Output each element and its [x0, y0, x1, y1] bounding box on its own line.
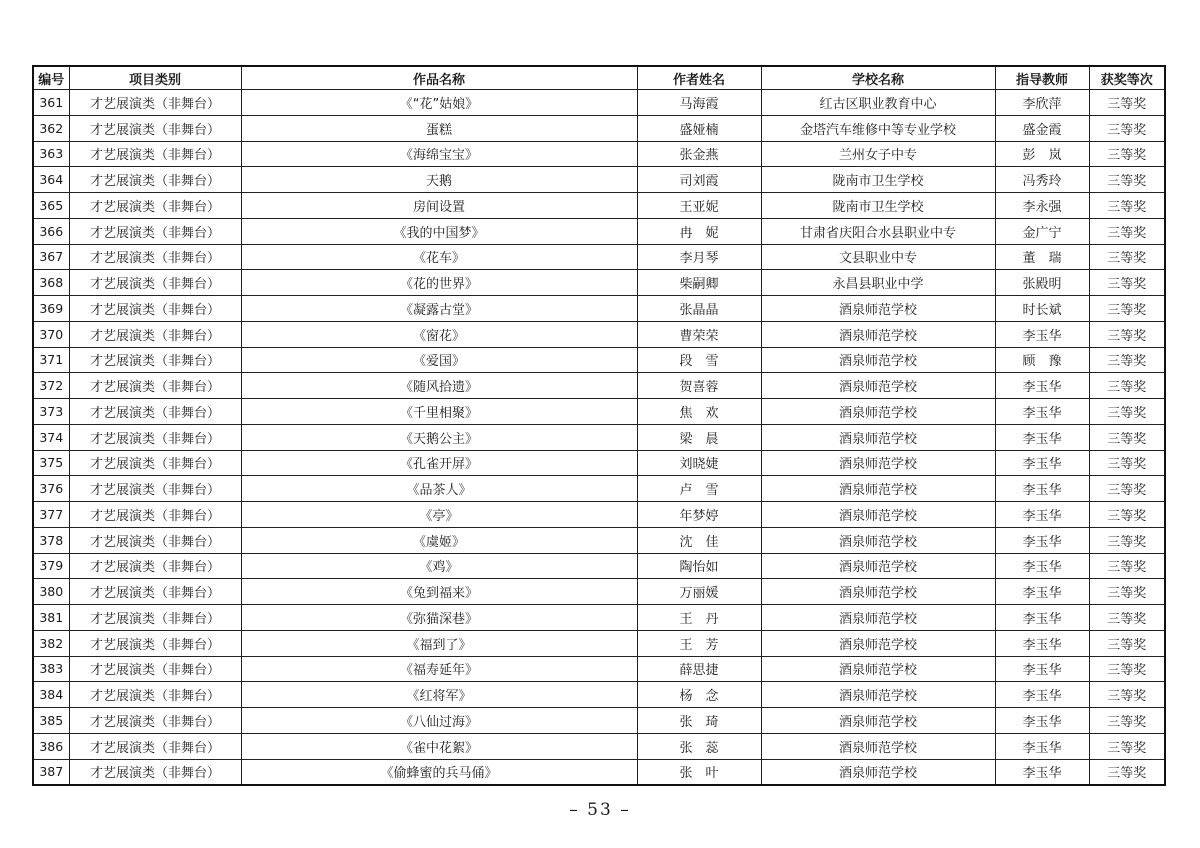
- cell-award: 三等奖: [1089, 527, 1165, 553]
- cell-author: 贺喜蓉: [637, 373, 761, 399]
- cell-author: 张 蕊: [637, 733, 761, 759]
- cell-author: 张金燕: [637, 141, 761, 167]
- cell-work-title: 《红将军》: [241, 682, 637, 708]
- cell-advisor: 盛金霞: [995, 115, 1089, 141]
- cell-category: 才艺展演类（非舞台）: [69, 502, 241, 528]
- cell-advisor: 李玉华: [995, 399, 1089, 425]
- cell-author: 薛思捷: [637, 656, 761, 682]
- table-row: [33, 656, 1165, 682]
- cell-school: 酒泉师范学校: [761, 527, 995, 553]
- table-row: [33, 373, 1165, 399]
- cell-advisor: 彭 岚: [995, 141, 1089, 167]
- header-row: [33, 66, 1165, 90]
- table-row: [33, 527, 1165, 553]
- cell-work-title: 房间设置: [241, 193, 637, 219]
- cell-author: 焦 欢: [637, 399, 761, 425]
- cell-id: 367: [33, 244, 69, 270]
- cell-author: 梁 晨: [637, 424, 761, 450]
- cell-school: 酒泉师范学校: [761, 424, 995, 450]
- cell-school: 酒泉师范学校: [761, 605, 995, 631]
- cell-school: 金塔汽车维修中等专业学校: [761, 115, 995, 141]
- table-row: [33, 605, 1165, 631]
- cell-school: 酒泉师范学校: [761, 630, 995, 656]
- cell-advisor: 张殿明: [995, 270, 1089, 296]
- cell-work-title: 《爱国》: [241, 347, 637, 373]
- cell-school: 文县职业中专: [761, 244, 995, 270]
- table-row: [33, 244, 1165, 270]
- cell-advisor: 李玉华: [995, 579, 1089, 605]
- cell-author: 沈 佳: [637, 527, 761, 553]
- header-advisor: 指导教师: [995, 66, 1089, 90]
- cell-work-title: 《“花”姑娘》: [241, 90, 637, 116]
- cell-id: 372: [33, 373, 69, 399]
- cell-advisor: 李玉华: [995, 759, 1089, 785]
- cell-category: 才艺展演类（非舞台）: [69, 90, 241, 116]
- cell-work-title: 《随风拾遗》: [241, 373, 637, 399]
- cell-award: 三等奖: [1089, 167, 1165, 193]
- cell-award: 三等奖: [1089, 296, 1165, 322]
- table-row: [33, 476, 1165, 502]
- cell-award: 三等奖: [1089, 399, 1165, 425]
- table-row: [33, 450, 1165, 476]
- cell-author: 张 琦: [637, 708, 761, 734]
- cell-advisor: 李玉华: [995, 553, 1089, 579]
- cell-award: 三等奖: [1089, 193, 1165, 219]
- cell-work-title: 《花车》: [241, 244, 637, 270]
- cell-category: 才艺展演类（非舞台）: [69, 296, 241, 322]
- header-category: 项目类别: [69, 66, 241, 90]
- cell-school: 酒泉师范学校: [761, 708, 995, 734]
- cell-school: 酒泉师范学校: [761, 296, 995, 322]
- table-body: [33, 90, 1165, 786]
- table-row: [33, 399, 1165, 425]
- header-work-title: 作品名称: [241, 66, 637, 90]
- cell-work-title: 《偷蜂蜜的兵马俑》: [241, 759, 637, 785]
- header-award: 获奖等次: [1089, 66, 1165, 90]
- table-row: [33, 553, 1165, 579]
- cell-id: 364: [33, 167, 69, 193]
- cell-school: 酒泉师范学校: [761, 399, 995, 425]
- cell-id: 369: [33, 296, 69, 322]
- cell-award: 三等奖: [1089, 630, 1165, 656]
- cell-award: 三等奖: [1089, 553, 1165, 579]
- cell-advisor: 李玉华: [995, 733, 1089, 759]
- table-row: [33, 115, 1165, 141]
- cell-id: 383: [33, 656, 69, 682]
- table-row: [33, 347, 1165, 373]
- cell-category: 才艺展演类（非舞台）: [69, 708, 241, 734]
- cell-id: 362: [33, 115, 69, 141]
- cell-work-title: 天鹅: [241, 167, 637, 193]
- cell-author: 张 叶: [637, 759, 761, 785]
- cell-work-title: 《亭》: [241, 502, 637, 528]
- cell-author: 王 丹: [637, 605, 761, 631]
- cell-advisor: 董 瑞: [995, 244, 1089, 270]
- cell-school: 酒泉师范学校: [761, 476, 995, 502]
- cell-work-title: 《天鹅公主》: [241, 424, 637, 450]
- cell-advisor: 李玉华: [995, 424, 1089, 450]
- cell-award: 三等奖: [1089, 321, 1165, 347]
- table-row: [33, 759, 1165, 785]
- cell-category: 才艺展演类（非舞台）: [69, 193, 241, 219]
- cell-id: 361: [33, 90, 69, 116]
- cell-id: 381: [33, 605, 69, 631]
- table-row: [33, 424, 1165, 450]
- cell-category: 才艺展演类（非舞台）: [69, 347, 241, 373]
- cell-category: 才艺展演类（非舞台）: [69, 733, 241, 759]
- cell-advisor: 李玉华: [995, 321, 1089, 347]
- cell-advisor: 李玉华: [995, 605, 1089, 631]
- cell-work-title: 《雀中花絮》: [241, 733, 637, 759]
- cell-category: 才艺展演类（非舞台）: [69, 579, 241, 605]
- cell-category: 才艺展演类（非舞台）: [69, 553, 241, 579]
- cell-category: 才艺展演类（非舞台）: [69, 321, 241, 347]
- cell-award: 三等奖: [1089, 115, 1165, 141]
- cell-author: 曹荣荣: [637, 321, 761, 347]
- cell-id: 379: [33, 553, 69, 579]
- cell-author: 卢 雪: [637, 476, 761, 502]
- cell-category: 才艺展演类（非舞台）: [69, 605, 241, 631]
- cell-author: 柴嗣卿: [637, 270, 761, 296]
- cell-school: 红古区职业教育中心: [761, 90, 995, 116]
- header-id: 编号: [33, 66, 69, 90]
- cell-award: 三等奖: [1089, 656, 1165, 682]
- cell-advisor: 李玉华: [995, 630, 1089, 656]
- cell-id: 363: [33, 141, 69, 167]
- cell-school: 酒泉师范学校: [761, 553, 995, 579]
- cell-id: 370: [33, 321, 69, 347]
- table-row: [33, 270, 1165, 296]
- cell-category: 才艺展演类（非舞台）: [69, 218, 241, 244]
- cell-award: 三等奖: [1089, 373, 1165, 399]
- cell-author: 刘晓婕: [637, 450, 761, 476]
- cell-author: 陶怡如: [637, 553, 761, 579]
- cell-award: 三等奖: [1089, 708, 1165, 734]
- table-row: [33, 90, 1165, 116]
- cell-advisor: 李玉华: [995, 527, 1089, 553]
- table-row: [33, 218, 1165, 244]
- cell-category: 才艺展演类（非舞台）: [69, 759, 241, 785]
- cell-school: 陇南市卫生学校: [761, 167, 995, 193]
- cell-school: 酒泉师范学校: [761, 321, 995, 347]
- cell-id: 366: [33, 218, 69, 244]
- cell-work-title: 《品茶人》: [241, 476, 637, 502]
- cell-award: 三等奖: [1089, 682, 1165, 708]
- cell-award: 三等奖: [1089, 450, 1165, 476]
- cell-author: 冉 妮: [637, 218, 761, 244]
- cell-id: 365: [33, 193, 69, 219]
- cell-school: 酒泉师范学校: [761, 682, 995, 708]
- cell-category: 才艺展演类（非舞台）: [69, 450, 241, 476]
- cell-author: 段 雪: [637, 347, 761, 373]
- cell-advisor: 金广宁: [995, 218, 1089, 244]
- cell-category: 才艺展演类（非舞台）: [69, 373, 241, 399]
- cell-id: 380: [33, 579, 69, 605]
- table-row: [33, 167, 1165, 193]
- cell-category: 才艺展演类（非舞台）: [69, 270, 241, 296]
- cell-category: 才艺展演类（非舞台）: [69, 630, 241, 656]
- cell-author: 王 芳: [637, 630, 761, 656]
- cell-category: 才艺展演类（非舞台）: [69, 399, 241, 425]
- cell-author: 万丽媛: [637, 579, 761, 605]
- cell-advisor: 李玉华: [995, 708, 1089, 734]
- cell-work-title: 《八仙过海》: [241, 708, 637, 734]
- cell-award: 三等奖: [1089, 424, 1165, 450]
- cell-award: 三等奖: [1089, 90, 1165, 116]
- table-row: [33, 321, 1165, 347]
- table-header: [33, 66, 1165, 90]
- cell-award: 三等奖: [1089, 733, 1165, 759]
- cell-school: 陇南市卫生学校: [761, 193, 995, 219]
- table-row: [33, 141, 1165, 167]
- cell-school: 酒泉师范学校: [761, 656, 995, 682]
- cell-category: 才艺展演类（非舞台）: [69, 115, 241, 141]
- cell-work-title: 《孔雀开屏》: [241, 450, 637, 476]
- cell-id: 373: [33, 399, 69, 425]
- cell-category: 才艺展演类（非舞台）: [69, 527, 241, 553]
- cell-award: 三等奖: [1089, 347, 1165, 373]
- cell-category: 才艺展演类（非舞台）: [69, 424, 241, 450]
- cell-work-title: 《花的世界》: [241, 270, 637, 296]
- cell-award: 三等奖: [1089, 218, 1165, 244]
- cell-school: 永昌县职业中学: [761, 270, 995, 296]
- table-row: [33, 733, 1165, 759]
- table-row: [33, 579, 1165, 605]
- cell-work-title: 《窗花》: [241, 321, 637, 347]
- page-number: – 53 –: [569, 800, 631, 820]
- cell-id: 386: [33, 733, 69, 759]
- cell-advisor: 李玉华: [995, 656, 1089, 682]
- cell-award: 三等奖: [1089, 502, 1165, 528]
- cell-work-title: 《凝露古堂》: [241, 296, 637, 322]
- cell-work-title: 《虞姬》: [241, 527, 637, 553]
- cell-category: 才艺展演类（非舞台）: [69, 167, 241, 193]
- cell-category: 才艺展演类（非舞台）: [69, 141, 241, 167]
- cell-award: 三等奖: [1089, 270, 1165, 296]
- cell-id: 382: [33, 630, 69, 656]
- cell-author: 盛娅楠: [637, 115, 761, 141]
- cell-id: 385: [33, 708, 69, 734]
- cell-advisor: 顾 豫: [995, 347, 1089, 373]
- cell-id: 378: [33, 527, 69, 553]
- cell-id: 377: [33, 502, 69, 528]
- table-row: [33, 193, 1165, 219]
- cell-category: 才艺展演类（非舞台）: [69, 656, 241, 682]
- table-row: [33, 682, 1165, 708]
- awards-table: [32, 65, 1166, 786]
- cell-author: 司刘霞: [637, 167, 761, 193]
- cell-work-title: 《我的中国梦》: [241, 218, 637, 244]
- cell-author: 李月琴: [637, 244, 761, 270]
- cell-school: 酒泉师范学校: [761, 373, 995, 399]
- cell-award: 三等奖: [1089, 141, 1165, 167]
- cell-advisor: 李玉华: [995, 682, 1089, 708]
- cell-id: 371: [33, 347, 69, 373]
- cell-work-title: 《福寿延年》: [241, 656, 637, 682]
- cell-id: 384: [33, 682, 69, 708]
- cell-id: 376: [33, 476, 69, 502]
- cell-school: 酒泉师范学校: [761, 450, 995, 476]
- header-author: 作者姓名: [637, 66, 761, 90]
- cell-id: 387: [33, 759, 69, 785]
- cell-advisor: 李玉华: [995, 373, 1089, 399]
- cell-advisor: 李永强: [995, 193, 1089, 219]
- cell-school: 酒泉师范学校: [761, 502, 995, 528]
- cell-author: 年梦婷: [637, 502, 761, 528]
- cell-id: 374: [33, 424, 69, 450]
- cell-school: 酒泉师范学校: [761, 579, 995, 605]
- cell-work-title: 蛋糕: [241, 115, 637, 141]
- cell-work-title: 《千里相聚》: [241, 399, 637, 425]
- cell-author: 杨 念: [637, 682, 761, 708]
- cell-work-title: 《弥猫深巷》: [241, 605, 637, 631]
- cell-award: 三等奖: [1089, 244, 1165, 270]
- cell-advisor: 李玉华: [995, 502, 1089, 528]
- cell-award: 三等奖: [1089, 605, 1165, 631]
- cell-school: 甘肃省庆阳合水县职业中专: [761, 218, 995, 244]
- cell-author: 王亚妮: [637, 193, 761, 219]
- cell-advisor: 时长斌: [995, 296, 1089, 322]
- cell-category: 才艺展演类（非舞台）: [69, 244, 241, 270]
- cell-work-title: 《海绵宝宝》: [241, 141, 637, 167]
- cell-advisor: 李欣萍: [995, 90, 1089, 116]
- cell-school: 酒泉师范学校: [761, 347, 995, 373]
- cell-school: 兰州女子中专: [761, 141, 995, 167]
- cell-category: 才艺展演类（非舞台）: [69, 682, 241, 708]
- cell-advisor: 李玉华: [995, 476, 1089, 502]
- cell-school: 酒泉师范学校: [761, 759, 995, 785]
- cell-author: 马海霞: [637, 90, 761, 116]
- cell-advisor: 冯秀玲: [995, 167, 1089, 193]
- header-school: 学校名称: [761, 66, 995, 90]
- cell-id: 368: [33, 270, 69, 296]
- table-row: [33, 708, 1165, 734]
- table-row: [33, 630, 1165, 656]
- cell-author: 张晶晶: [637, 296, 761, 322]
- cell-work-title: 《兔到福来》: [241, 579, 637, 605]
- cell-award: 三等奖: [1089, 759, 1165, 785]
- table-row: [33, 296, 1165, 322]
- cell-category: 才艺展演类（非舞台）: [69, 476, 241, 502]
- table-row: [33, 502, 1165, 528]
- cell-award: 三等奖: [1089, 476, 1165, 502]
- cell-id: 375: [33, 450, 69, 476]
- cell-award: 三等奖: [1089, 579, 1165, 605]
- cell-advisor: 李玉华: [995, 450, 1089, 476]
- cell-work-title: 《鸡》: [241, 553, 637, 579]
- cell-school: 酒泉师范学校: [761, 733, 995, 759]
- cell-work-title: 《福到了》: [241, 630, 637, 656]
